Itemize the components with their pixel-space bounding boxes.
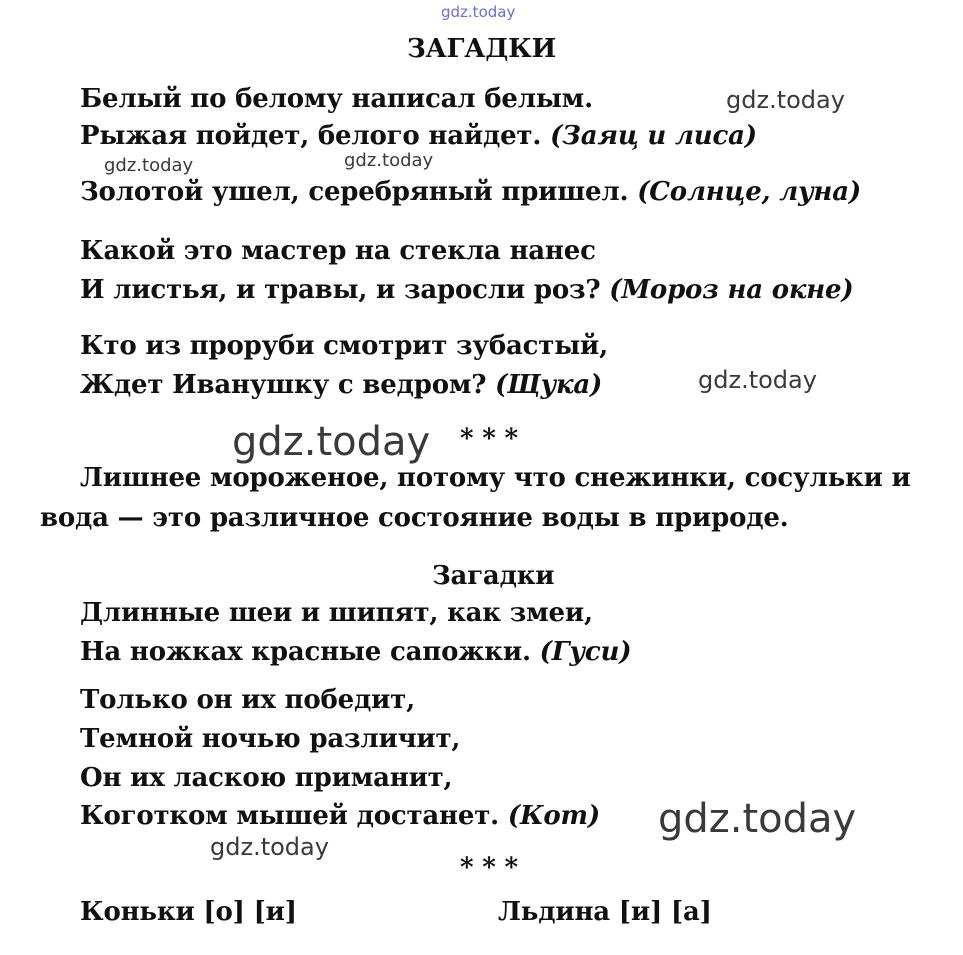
riddle-answer: (Мороз на окне) [609,275,854,305]
section-title: Загадки [432,561,555,591]
riddle-line: Длинные шеи и шипят, как змеи, [80,598,593,628]
riddle-text: Ждет Иванушку с ведром? [80,370,487,400]
riddle-answer: (Щука) [495,370,603,400]
word-transcription: Коньки [о] [и] [80,897,297,927]
watermark: gdz.today [104,155,194,176]
riddle-text: И листья, и травы, и заросли роз? [80,275,601,305]
riddle-line [80,801,600,831]
riddle-line: Он их ласкою приманит, [80,763,453,793]
separator: * * * [460,424,518,454]
separator: * * * [460,853,518,883]
riddle-line [80,121,757,151]
riddle-text: Золотой ушел, серебряный пришел. [80,177,629,207]
riddle-line: Какой это мастер на стекла нанес [80,236,596,266]
riddle-answer: (Солнце, луна) [637,177,861,207]
watermark: gdz.today [441,3,516,21]
watermark: gdz.today [658,796,857,842]
riddle-line: Кто из проруби смотрит зубастый, [80,331,608,361]
riddle-line: Белый по белому написал белым. [80,84,593,114]
riddle-text: На ножках красные сапожки. [80,637,531,667]
watermark: gdz.today [726,86,845,114]
riddle-line: Только он их победит, [80,685,415,715]
watermark: gdz.today [344,150,434,171]
riddle-line [80,177,861,207]
riddle-answer: (Заяц и лиса) [550,121,757,151]
riddle-text: Рыжая пойдет, белого найдет. [80,121,542,151]
riddle-answer: (Кот) [507,801,600,831]
watermark: gdz.today [210,833,329,861]
word-transcription: Льдина [и] [а] [498,897,712,927]
watermark: gdz.today [698,366,817,394]
riddle-line [80,637,631,667]
paragraph-line: вода — это различное состояние воды в природе. [40,503,789,533]
watermark: gdz.today [232,419,431,465]
riddle-text: Коготком мышей достанет. [80,801,499,831]
riddle-line [80,370,602,400]
riddle-answer: (Гуси) [539,637,632,667]
paragraph-line: Лишнее мороженое, потому что снежинки, сосульки и [80,463,911,493]
section-title: ЗАГАДКИ [407,34,556,64]
riddle-line: Темной ночью различит, [80,724,461,754]
riddle-line [80,275,853,305]
